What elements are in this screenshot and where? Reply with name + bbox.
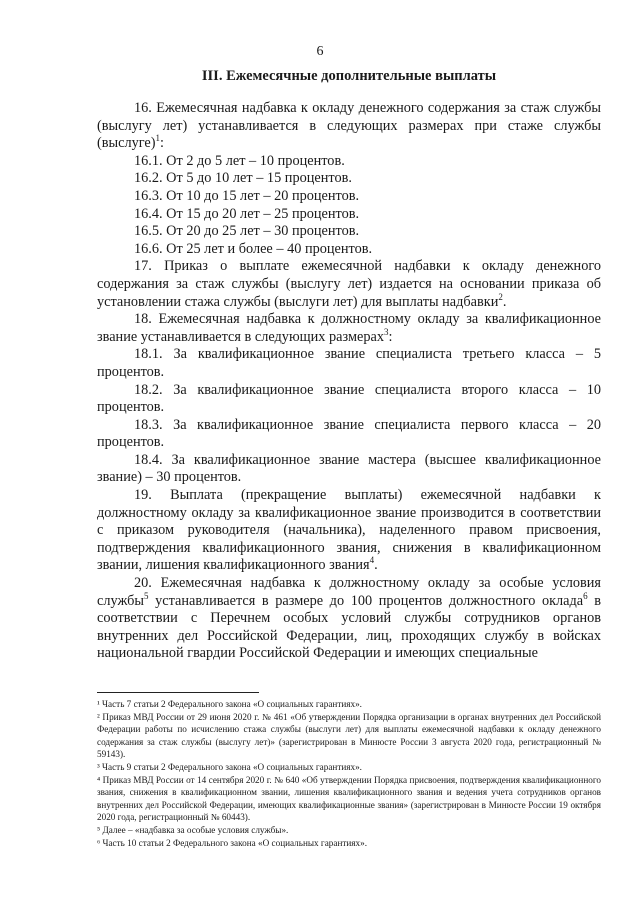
section-title: III. Ежемесячные дополнительные выплаты xyxy=(201,68,497,84)
list-item-16-2: 16.2. От 5 до 10 лет – 15 процентов. xyxy=(134,170,352,187)
footnote-ref-2: 2 xyxy=(498,291,503,302)
paragraph-19: 19. Выплата (прекращение выплаты) ежемесячной надбавки к должностному окладу за квалификационное звание производится в соответствии с приказом руководителя (начальника), наделенного правом присвоения, подтверждения квалификационного звания, снижения в квалификационном звании, лишения квалификационного звания$^4$. xyxy=(97,487,601,574)
list-item-18-2: 18.2. За квалификационное звание специалиста второго класса – 10 процентов. xyxy=(97,381,601,416)
list-item-16-6: 16.6. От 25 лет и более – 40 процентов. xyxy=(134,240,373,257)
list-item-16-1: 16.1. От 2 до 5 лет – 10 процентов. xyxy=(134,152,345,169)
footnote-4: ⁴ Приказ МВД России от 14 сентября 2020 г. № 640 «Об утверждении Порядка присвоения, подтверждения квалификационного звания, снижения в квалификационном звании, лишения квалификационного звания и ведения учета сотрудников органов внутренних дел Российской Федерации, имеющих квалификационные звания» (зарегистрирован в Минюсте России 19 октября 2020 года, регистрационный № 60443). xyxy=(97,774,601,823)
paragraph-20: 20. Ежемесячная надбавка к должностному окладу за особые условия службы$^5$ устанавливается в размере до 100 процентов должностного оклада$^6$ в соответствии с Перечнем особых условий службы сотрудников органов внутренних дел Российской Федерации, лиц, проходящих службу в войсках национальной гвардии Российской Федерации и имеющих специальные xyxy=(97,575,601,662)
list-item-16-4: 16.4. От 15 до 20 лет – 25 процентов. xyxy=(134,205,360,222)
footnote-1: ¹ Часть 7 статьи 2 Федерального закона «О социальных гарантиях». xyxy=(97,699,362,709)
footnote-ref-3: 3 xyxy=(383,326,389,337)
footnotes xyxy=(97,698,601,849)
paragraph-17: 17. Приказ о выплате ежемесячной надбавки к окладу денежного содержания за стаж службы (выслугу лет) издается на основании приказа об установлении стажа службы (выслуги лет) для выплаты надбавки$^2$. xyxy=(97,258,601,310)
paragraph-16: 16. Ежемесячная надбавка к окладу денежного содержания за стаж службы (выслугу лет) устанавливается в следующих размерах при стаже службы (выслуге)$^1$: xyxy=(97,100,601,152)
paragraph-18: 18. Ежемесячная надбавка к должностному окладу за квалификационное звание устанавливается в следующих размерах$^3$: xyxy=(97,311,601,345)
footnote-ref-1: 1 xyxy=(155,133,161,144)
list-item-18-1: 18.1. За квалификационное звание специалиста третьего класса – 5 процентов. xyxy=(97,346,601,380)
footnote-6: ⁶ Часть 10 статьи 2 Федерального закона «О социальных гарантиях». xyxy=(97,837,368,848)
footnote-ref-6: 6 xyxy=(583,590,588,601)
list-item-18-4: 18.4. За квалификационное звание мастера (высшее квалификационное звание) – 30 процентов. xyxy=(97,451,601,486)
footnote-5: ⁵ Далее – «надбавка за особые условия службы». xyxy=(97,824,289,835)
list-item-16-5: 16.5. От 20 до 25 лет – 30 процентов. xyxy=(134,223,360,240)
footnote-2: ² Приказ МВД России от 29 июня 2020 г. № 461 «Об утверждении Порядка организации в органах внутренних дел Российской Федерации работы по исчислению стажа службы (выслуги лет) для выплаты ежемесячной надбавки к окладу денежного содержания за стаж службы (выслугу лет)» (зарегистрирован в Минюсте России 3 августа 2020 года, регистрационный № 59143). xyxy=(97,711,601,760)
footnote-ref-5: 5 xyxy=(144,590,149,601)
footnote-3: ³ Часть 9 статьи 2 Федерального закона «О социальных гарантиях». xyxy=(97,761,362,772)
page-number: 6 xyxy=(316,44,324,59)
list-item-16-3: 16.3. От 10 до 15 лет – 20 процентов. xyxy=(134,187,360,204)
list-item-18-3: 18.3. За квалификационное звание специалиста первого класса – 20 процентов. xyxy=(97,416,601,451)
body-text xyxy=(97,100,601,663)
footnote-ref-4: 4 xyxy=(369,555,375,566)
footnote-divider xyxy=(97,692,259,693)
